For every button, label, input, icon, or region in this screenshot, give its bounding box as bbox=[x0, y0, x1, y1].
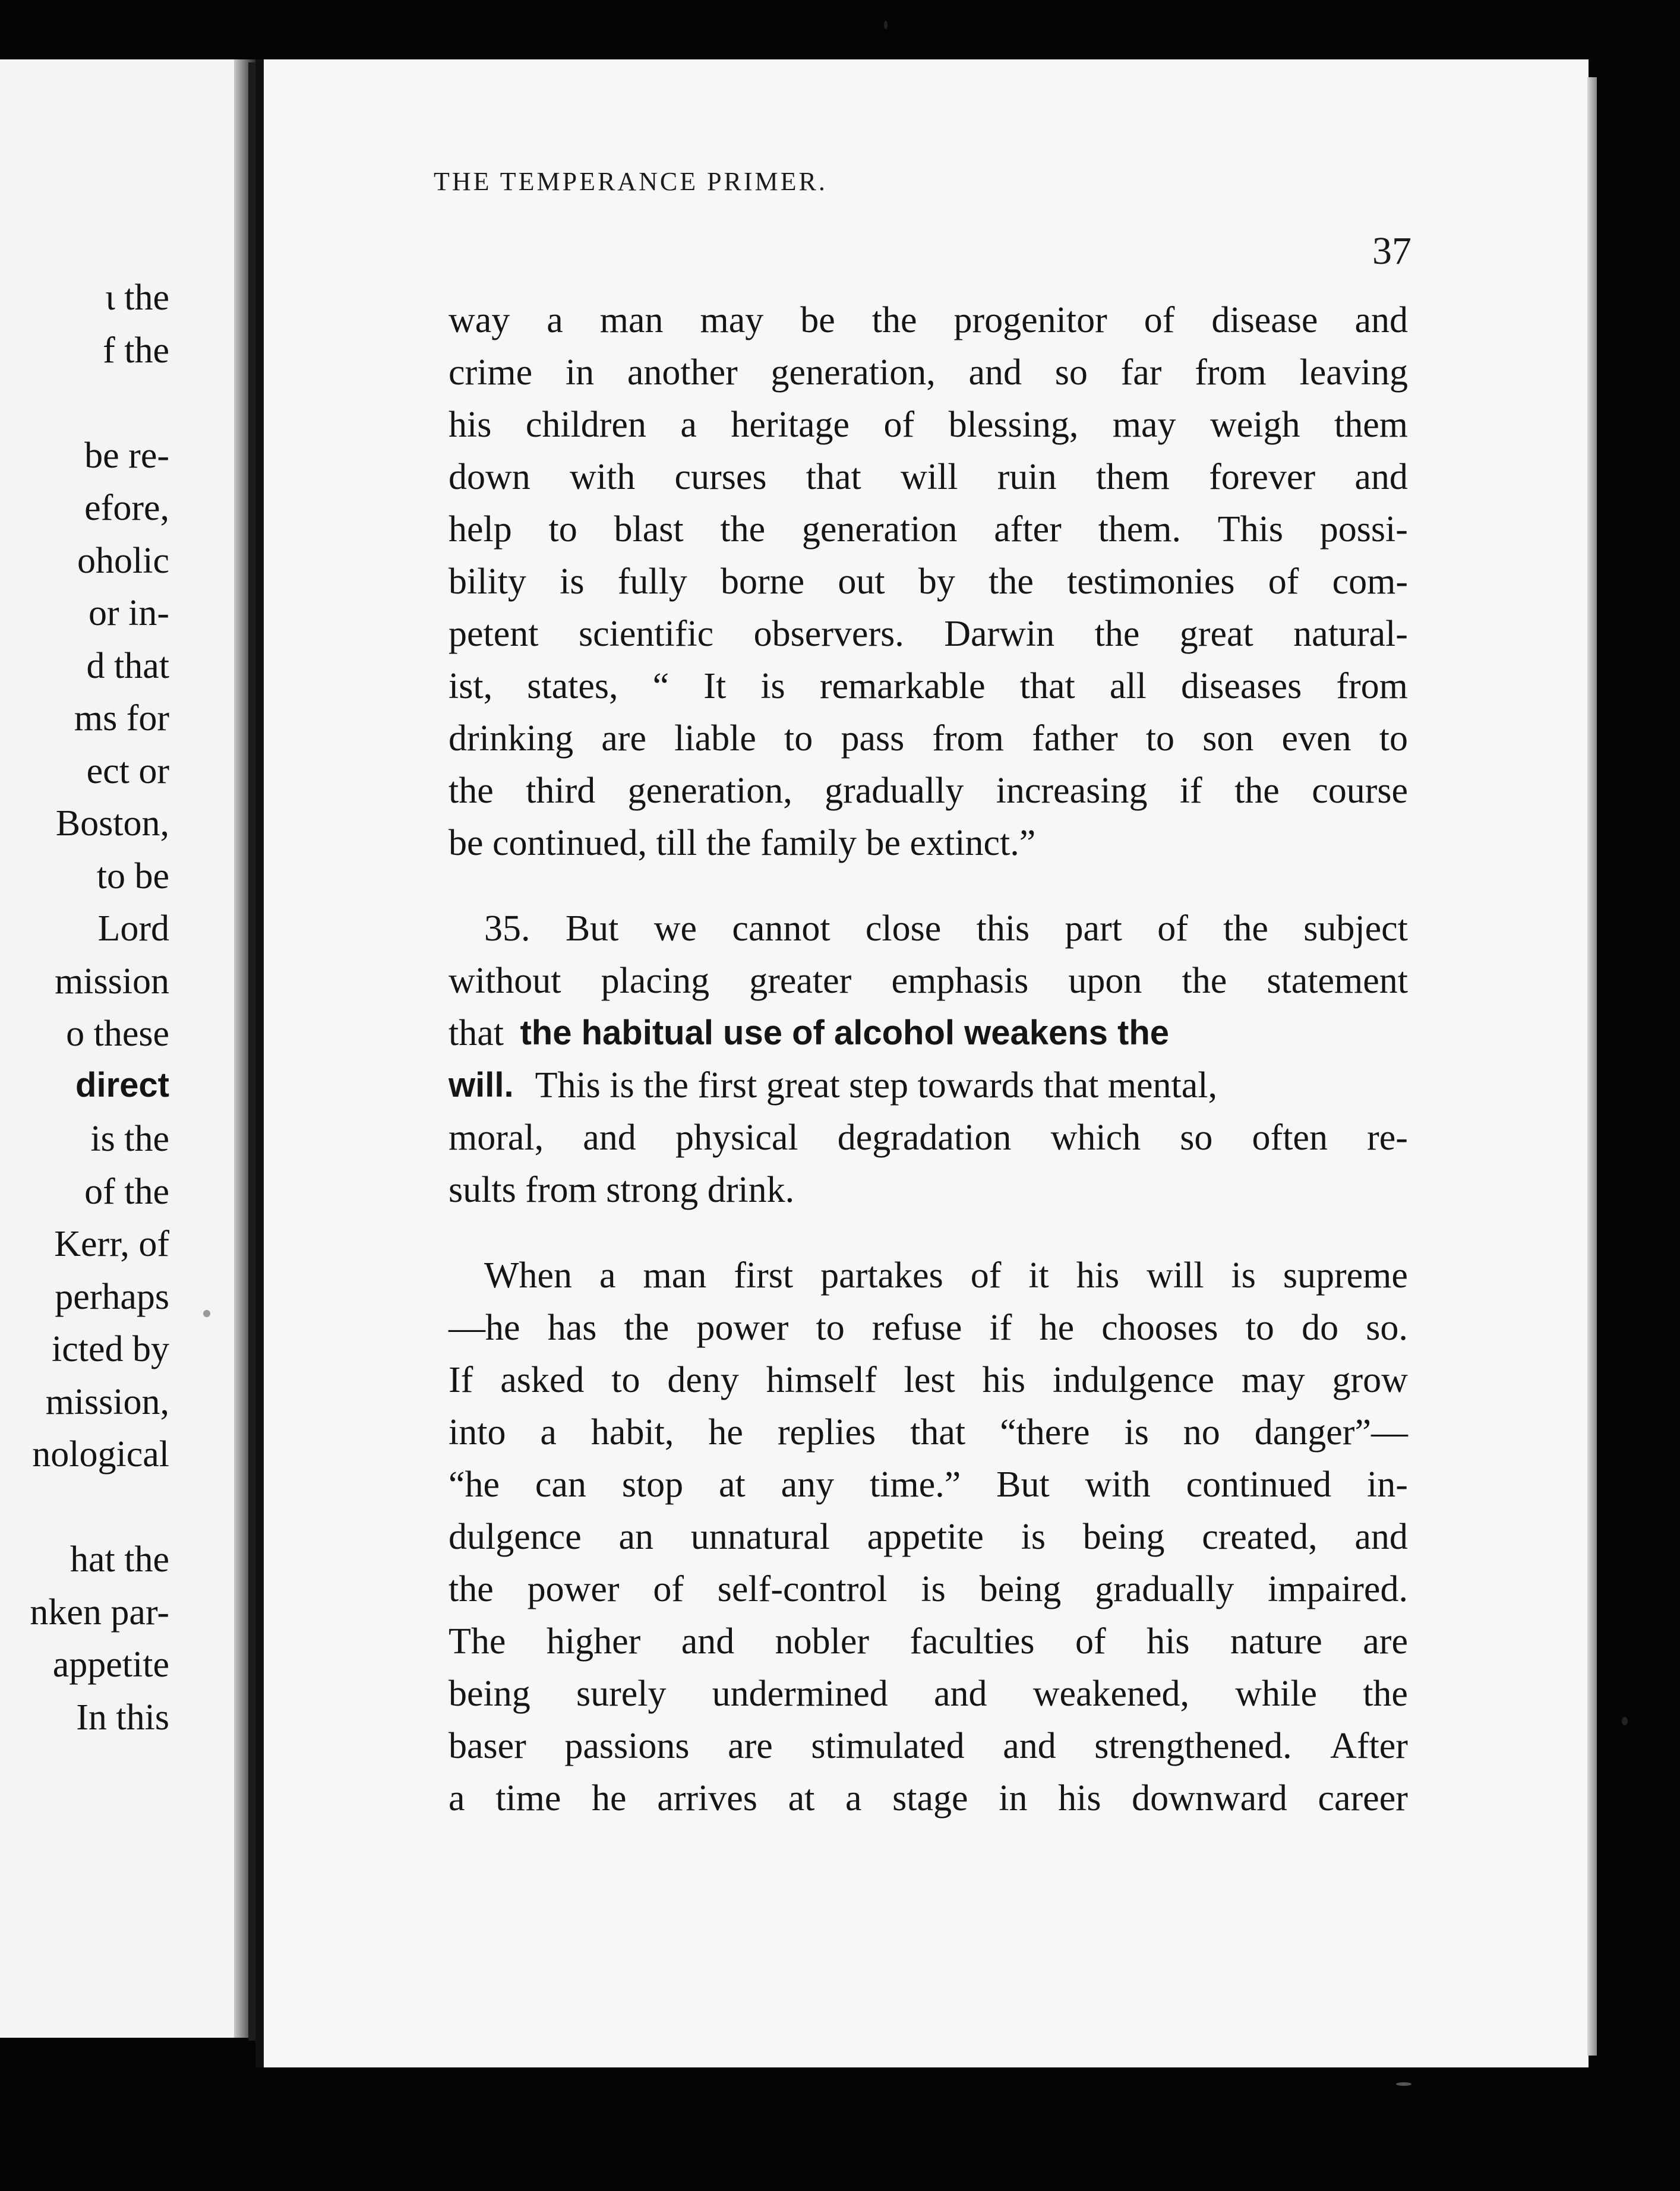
word: is bbox=[1021, 1517, 1046, 1557]
word: are bbox=[1363, 1621, 1408, 1662]
word: the bbox=[1182, 961, 1227, 1001]
left-page-fragment: to be bbox=[96, 855, 169, 896]
text-line bbox=[449, 1668, 1408, 1720]
word: blessing, bbox=[948, 405, 1079, 445]
word: moral, bbox=[449, 1117, 544, 1158]
word: stop bbox=[621, 1464, 684, 1505]
word: The bbox=[449, 1621, 506, 1662]
word: a bbox=[449, 1778, 465, 1819]
word: remarkable bbox=[819, 666, 986, 706]
left-page-fragment: nken par- bbox=[30, 1592, 169, 1633]
word: degradation bbox=[837, 1117, 1012, 1158]
left-page-fragment: be re- bbox=[84, 435, 169, 476]
word: the bbox=[624, 1308, 670, 1348]
left-page-fragment: hat the bbox=[70, 1539, 169, 1580]
word: father bbox=[1032, 718, 1118, 759]
left-page-fragment: mission, bbox=[45, 1381, 169, 1422]
word: part bbox=[1065, 908, 1122, 949]
word: out bbox=[838, 561, 885, 602]
word: that bbox=[806, 457, 861, 497]
word: After bbox=[1330, 1726, 1408, 1766]
word: and bbox=[1354, 1517, 1408, 1557]
word: and bbox=[681, 1621, 735, 1662]
word: time bbox=[495, 1778, 561, 1819]
word: gradually bbox=[1095, 1569, 1234, 1609]
word: man bbox=[599, 300, 664, 340]
page-number: 37 bbox=[1372, 229, 1411, 273]
word: do bbox=[1302, 1308, 1339, 1348]
word: from bbox=[1336, 666, 1408, 706]
word: time.” bbox=[870, 1464, 961, 1505]
word: “he bbox=[449, 1464, 500, 1505]
text-line-with-emphasis bbox=[449, 1007, 1408, 1059]
word: strengthened. bbox=[1094, 1726, 1292, 1766]
left-page-fragment: perhaps bbox=[55, 1276, 169, 1317]
text-line bbox=[449, 1302, 1408, 1354]
word: another bbox=[627, 352, 738, 393]
word: disease bbox=[1211, 300, 1318, 340]
word: will bbox=[1147, 1255, 1204, 1296]
text-line bbox=[449, 1720, 1408, 1772]
word: self-control bbox=[717, 1569, 888, 1609]
word: the bbox=[1094, 614, 1140, 654]
word: course bbox=[1312, 771, 1408, 811]
word: and bbox=[1354, 457, 1408, 497]
text-line bbox=[449, 1772, 1408, 1824]
word: that bbox=[910, 1412, 966, 1453]
word: diseases bbox=[1181, 666, 1302, 706]
left-page-fragment: Kerr, of bbox=[54, 1224, 169, 1264]
word: passions bbox=[564, 1726, 690, 1766]
word: a bbox=[845, 1778, 862, 1819]
text-line bbox=[449, 451, 1408, 503]
word: arrives bbox=[657, 1778, 757, 1819]
text-line bbox=[449, 608, 1408, 660]
word: baser bbox=[449, 1726, 526, 1766]
word: of bbox=[883, 405, 915, 445]
word: appetite bbox=[867, 1517, 984, 1557]
left-page-fragment: In this bbox=[76, 1697, 169, 1738]
word: ruin bbox=[997, 457, 1057, 497]
word: first bbox=[734, 1255, 794, 1296]
left-page-fragment: mission bbox=[55, 961, 169, 1002]
word: a bbox=[540, 1412, 557, 1453]
word: gradually bbox=[825, 771, 964, 811]
word: observers. bbox=[753, 614, 904, 654]
text-line bbox=[449, 294, 1408, 346]
word: with bbox=[570, 457, 636, 497]
word: being bbox=[1082, 1517, 1165, 1557]
word: this bbox=[976, 908, 1030, 949]
word: forever bbox=[1209, 457, 1316, 497]
word: stage bbox=[892, 1778, 968, 1819]
text-line bbox=[449, 503, 1408, 555]
word: blast bbox=[614, 509, 684, 550]
word: to bbox=[611, 1360, 640, 1400]
dust-speck bbox=[884, 21, 888, 29]
word: of bbox=[653, 1569, 684, 1609]
left-page-fragment: is the bbox=[90, 1119, 169, 1159]
word: children bbox=[525, 405, 646, 445]
word: if bbox=[1179, 771, 1202, 811]
word: leaving bbox=[1299, 352, 1408, 393]
word: any bbox=[781, 1464, 835, 1505]
word: can bbox=[535, 1464, 586, 1505]
text-line bbox=[449, 1615, 1408, 1668]
text-line bbox=[449, 955, 1408, 1007]
word: the bbox=[1234, 771, 1280, 811]
word: career bbox=[1318, 1778, 1408, 1819]
left-page-fragment: or in- bbox=[88, 593, 169, 633]
word: into bbox=[449, 1412, 506, 1453]
word: supreme bbox=[1283, 1255, 1408, 1296]
word: third bbox=[526, 771, 596, 811]
word: is bbox=[1124, 1412, 1149, 1453]
word: the bbox=[1223, 908, 1268, 949]
word: But bbox=[996, 1464, 1050, 1505]
word: may bbox=[1241, 1360, 1305, 1400]
word: no bbox=[1183, 1412, 1220, 1453]
word: drinking bbox=[449, 718, 574, 759]
word: testimonies bbox=[1067, 561, 1235, 602]
word: re- bbox=[1367, 1117, 1408, 1158]
word: danger”— bbox=[1254, 1412, 1408, 1453]
left-page-fragment: o these bbox=[66, 1014, 169, 1054]
word: is bbox=[921, 1569, 946, 1609]
word: we bbox=[653, 908, 697, 949]
word: nature bbox=[1230, 1621, 1322, 1662]
word: them bbox=[1095, 457, 1170, 497]
word: is bbox=[560, 561, 585, 602]
word: often bbox=[1252, 1117, 1328, 1158]
word: from bbox=[932, 718, 1004, 759]
word: pass bbox=[841, 718, 905, 759]
word: curses bbox=[674, 457, 767, 497]
word: bility bbox=[449, 561, 526, 602]
word: of bbox=[1268, 561, 1299, 602]
word: generation, bbox=[627, 771, 792, 811]
left-page-fragment: f the bbox=[103, 330, 169, 371]
word: in bbox=[565, 352, 595, 393]
word: dulgence bbox=[449, 1517, 582, 1557]
word: placing bbox=[601, 961, 710, 1001]
dust-speck bbox=[1622, 1717, 1628, 1725]
text-line bbox=[449, 1563, 1408, 1615]
word: of bbox=[1075, 1621, 1106, 1662]
word: “ bbox=[652, 666, 670, 706]
word: being bbox=[979, 1569, 1062, 1609]
word: crime bbox=[449, 352, 533, 393]
word: to bbox=[1379, 718, 1408, 759]
word: an bbox=[618, 1517, 654, 1557]
dust-speck bbox=[1396, 2082, 1411, 2086]
word: in bbox=[999, 1778, 1028, 1819]
text-line bbox=[449, 399, 1408, 451]
word: liable bbox=[674, 718, 756, 759]
word: 35. bbox=[484, 908, 530, 949]
word: chooses bbox=[1101, 1308, 1218, 1348]
left-page-fragment: Boston, bbox=[55, 803, 169, 844]
word: fully bbox=[617, 561, 687, 602]
left-page-fragment: Lord bbox=[97, 908, 169, 949]
word: continued bbox=[1186, 1464, 1332, 1505]
word: it bbox=[1028, 1255, 1049, 1296]
text-line: be continued, till the family be extinct.” bbox=[449, 823, 1036, 863]
left-page-fragment: of the bbox=[84, 1171, 169, 1212]
word: son bbox=[1202, 718, 1254, 759]
word: them. bbox=[1098, 509, 1182, 550]
text-line bbox=[449, 1249, 1408, 1302]
word: is bbox=[1231, 1255, 1256, 1296]
word: habit, bbox=[590, 1412, 674, 1453]
word: are bbox=[601, 718, 646, 759]
running-head: THE TEMPERANCE PRIMER. bbox=[434, 167, 828, 196]
word: close bbox=[865, 908, 942, 949]
word: of bbox=[1157, 908, 1188, 949]
text-line bbox=[449, 1406, 1408, 1458]
word: statement bbox=[1267, 961, 1408, 1001]
word: upon bbox=[1068, 961, 1142, 1001]
word: natural- bbox=[1293, 614, 1408, 654]
word: a bbox=[599, 1255, 616, 1296]
word: so bbox=[1180, 1117, 1213, 1158]
word: will bbox=[901, 457, 958, 497]
left-page-fragment: nological bbox=[32, 1434, 169, 1475]
left-page-fragment: ι the bbox=[105, 277, 169, 318]
word: increasing bbox=[996, 771, 1148, 811]
word: power bbox=[696, 1308, 789, 1348]
word: But bbox=[565, 908, 619, 949]
word: his bbox=[982, 1360, 1026, 1400]
emphasis-phrase: will. bbox=[449, 1066, 514, 1104]
word: heritage bbox=[731, 405, 850, 445]
word: himself bbox=[766, 1360, 877, 1400]
word: his bbox=[1058, 1778, 1101, 1819]
word: surely bbox=[576, 1674, 667, 1714]
left-page-fragment: oholic bbox=[77, 540, 169, 581]
text-line bbox=[449, 1112, 1408, 1164]
text-line bbox=[449, 712, 1408, 765]
word: his bbox=[449, 405, 492, 445]
word: a bbox=[547, 300, 563, 340]
word: way bbox=[449, 300, 510, 340]
word: at bbox=[719, 1464, 746, 1505]
word: and bbox=[1003, 1726, 1056, 1766]
word: to bbox=[816, 1308, 845, 1348]
page-edge bbox=[1587, 77, 1597, 2056]
word: generation bbox=[801, 509, 958, 550]
word: a bbox=[680, 405, 697, 445]
word: to bbox=[548, 509, 577, 550]
word: the bbox=[1363, 1674, 1408, 1714]
word: if bbox=[989, 1308, 1012, 1348]
word: petent bbox=[449, 614, 539, 654]
word: progenitor bbox=[953, 300, 1107, 340]
left-page-fragment: ect or bbox=[86, 750, 169, 791]
text-line-with-emphasis bbox=[449, 1059, 1408, 1112]
text-line bbox=[449, 346, 1408, 399]
word: asked bbox=[500, 1360, 585, 1400]
word: man bbox=[643, 1255, 707, 1296]
word: to bbox=[784, 718, 813, 759]
left-page-fragment: efore, bbox=[84, 488, 169, 528]
word: stimulated bbox=[811, 1726, 965, 1766]
word: nobler bbox=[775, 1621, 870, 1662]
word: is bbox=[760, 666, 785, 706]
word: help bbox=[449, 509, 512, 550]
word: far bbox=[1120, 352, 1162, 393]
word: possi- bbox=[1319, 509, 1408, 550]
word: be bbox=[800, 300, 835, 340]
word: This bbox=[1217, 509, 1284, 550]
word: he bbox=[708, 1412, 743, 1453]
word: without bbox=[449, 961, 561, 1001]
text-line bbox=[449, 765, 1408, 817]
word: states, bbox=[527, 666, 618, 706]
word: undermined bbox=[712, 1674, 888, 1714]
word: in- bbox=[1367, 1464, 1408, 1505]
word: while bbox=[1235, 1674, 1317, 1714]
word: and bbox=[968, 352, 1022, 393]
word: downward bbox=[1132, 1778, 1287, 1819]
word: down bbox=[449, 457, 530, 497]
word: If bbox=[449, 1360, 473, 1400]
text-line bbox=[449, 902, 1408, 955]
word: even bbox=[1281, 718, 1351, 759]
text-line bbox=[449, 555, 1408, 608]
text-line bbox=[449, 1354, 1408, 1406]
dust-speck bbox=[203, 1310, 210, 1317]
word: after bbox=[994, 509, 1062, 550]
word: that bbox=[1019, 666, 1075, 706]
word: are bbox=[728, 1726, 773, 1766]
word: and bbox=[583, 1117, 636, 1158]
word: “there bbox=[1000, 1412, 1090, 1453]
text-line bbox=[449, 1458, 1408, 1511]
word: which bbox=[1050, 1117, 1141, 1158]
word: all bbox=[1109, 666, 1147, 706]
word: emphasis bbox=[891, 961, 1029, 1001]
word: weakened, bbox=[1032, 1674, 1190, 1714]
word: by bbox=[918, 561, 955, 602]
left-page-fragment: d that bbox=[86, 645, 169, 686]
text-fragment: that bbox=[449, 1013, 513, 1053]
word: generation, bbox=[770, 352, 936, 393]
word: from bbox=[1195, 352, 1267, 393]
word: may bbox=[700, 300, 764, 340]
word: weigh bbox=[1210, 405, 1300, 445]
emphasis-phrase: the habitual use of alcohol weakens the bbox=[520, 1014, 1170, 1052]
word: When bbox=[484, 1255, 573, 1296]
word: the bbox=[720, 509, 766, 550]
text-fragment: This is the first great step towards that mental, bbox=[535, 1065, 1218, 1106]
word: impaired. bbox=[1268, 1569, 1408, 1609]
word: at bbox=[788, 1778, 815, 1819]
word: being bbox=[449, 1674, 530, 1714]
word: and bbox=[933, 1674, 987, 1714]
word: created, bbox=[1202, 1517, 1318, 1557]
word: It bbox=[703, 666, 727, 706]
word: lest bbox=[904, 1360, 955, 1400]
word: he bbox=[592, 1778, 627, 1819]
word: so bbox=[1054, 352, 1088, 393]
left-page-fragment: icted by bbox=[52, 1329, 169, 1369]
word: deny bbox=[667, 1360, 739, 1400]
word: scientific bbox=[578, 614, 714, 654]
word: with bbox=[1085, 1464, 1151, 1505]
word: grow bbox=[1332, 1360, 1408, 1400]
word: refuse bbox=[871, 1308, 962, 1348]
word: them bbox=[1334, 405, 1408, 445]
word: borne bbox=[721, 561, 805, 602]
word: so. bbox=[1366, 1308, 1408, 1348]
word: cannot bbox=[732, 908, 830, 949]
left-page-fragment: direct bbox=[75, 1065, 169, 1104]
word: subject bbox=[1303, 908, 1408, 949]
word: the bbox=[871, 300, 917, 340]
word: replies bbox=[777, 1412, 876, 1453]
text-line bbox=[449, 660, 1408, 712]
word: of bbox=[1144, 300, 1175, 340]
text-line bbox=[449, 1511, 1408, 1563]
word: great bbox=[1179, 614, 1253, 654]
word: his bbox=[1076, 1255, 1120, 1296]
word: —he bbox=[449, 1308, 520, 1348]
word: physical bbox=[675, 1117, 798, 1158]
word: Darwin bbox=[944, 614, 1055, 654]
word: the bbox=[449, 771, 494, 811]
word: may bbox=[1112, 405, 1176, 445]
word: to bbox=[1245, 1308, 1274, 1348]
left-page-fragment: ms for bbox=[74, 698, 169, 738]
word: of bbox=[970, 1255, 1002, 1296]
word: the bbox=[989, 561, 1034, 602]
word: has bbox=[547, 1308, 597, 1348]
word: he bbox=[1039, 1308, 1075, 1348]
word: faculties bbox=[910, 1621, 1035, 1662]
word: power bbox=[527, 1569, 620, 1609]
word: greater bbox=[749, 961, 852, 1001]
word: his bbox=[1147, 1621, 1190, 1662]
word: partakes bbox=[820, 1255, 943, 1296]
word: and bbox=[1354, 300, 1408, 340]
word: unnatural bbox=[690, 1517, 830, 1557]
word: higher bbox=[546, 1621, 641, 1662]
word: to bbox=[1145, 718, 1175, 759]
left-page-fragment: appetite bbox=[52, 1644, 169, 1685]
word: ist, bbox=[449, 666, 493, 706]
word: com- bbox=[1332, 561, 1408, 602]
word: indulgence bbox=[1052, 1360, 1214, 1400]
text-line: sults from strong drink. bbox=[449, 1170, 795, 1210]
body-text bbox=[449, 294, 1408, 1824]
word: the bbox=[449, 1569, 494, 1609]
